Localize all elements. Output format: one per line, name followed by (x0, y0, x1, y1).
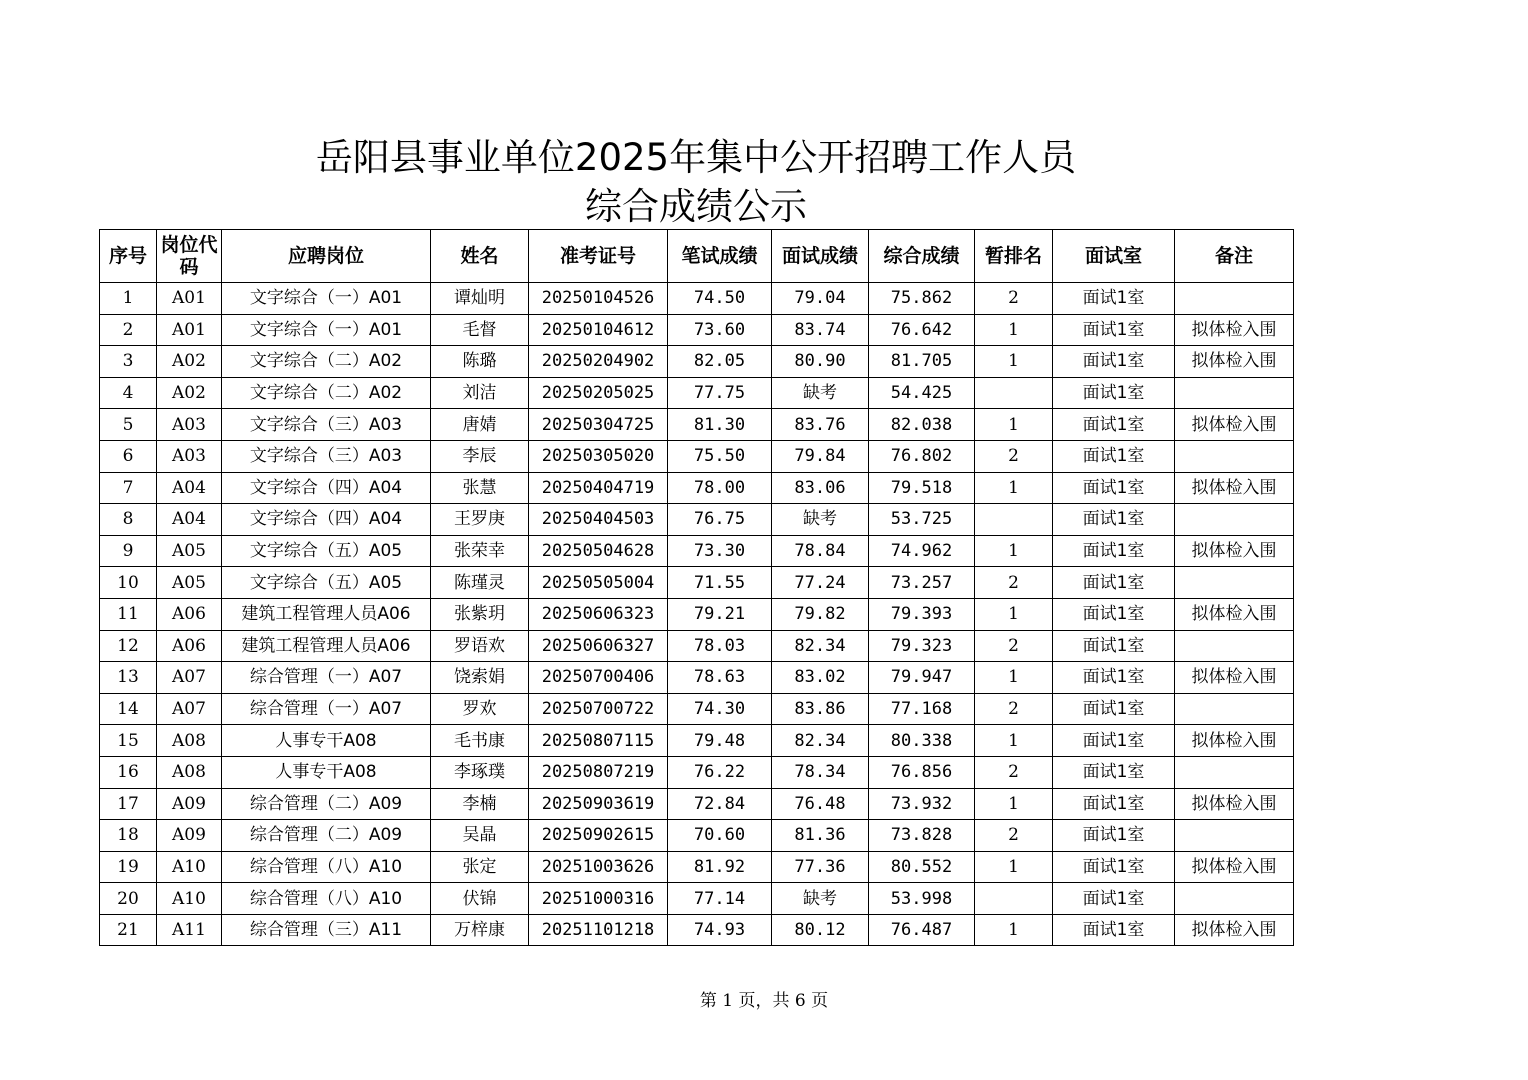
cell-remark: 拟体检入围 (1175, 914, 1294, 946)
cell-index: 4 (100, 377, 157, 409)
cell-name: 李琢璞 (431, 756, 529, 788)
cell-name: 张紫玥 (431, 598, 529, 630)
cell-room: 面试1室 (1053, 409, 1175, 441)
cell-post-code: A09 (157, 820, 222, 852)
cell-rank: 1 (975, 472, 1053, 504)
cell-name: 王罗庚 (431, 504, 529, 536)
cell-remark (1175, 630, 1294, 662)
table-row (100, 440, 1294, 472)
cell-post-code: A04 (157, 504, 222, 536)
cell-interview-score: 77.24 (772, 567, 869, 599)
cell-written-score: 79.48 (668, 725, 772, 757)
cell-remark: 拟体检入围 (1175, 535, 1294, 567)
cell-rank: 1 (975, 314, 1053, 346)
cell-room: 面试1室 (1053, 630, 1175, 662)
cell-room: 面试1室 (1053, 883, 1175, 915)
table-row (100, 283, 1294, 315)
cell-exam-id: 20250606327 (529, 630, 668, 662)
cell-rank: 1 (975, 914, 1053, 946)
cell-post-code: A08 (157, 756, 222, 788)
table-row (100, 820, 1294, 852)
cell-room: 面试1室 (1053, 314, 1175, 346)
cell-total-score: 81.705 (869, 346, 975, 378)
cell-exam-id: 20250700406 (529, 662, 668, 694)
cell-rank: 2 (975, 440, 1053, 472)
cell-exam-id: 20250404503 (529, 504, 668, 536)
cell-index: 18 (100, 820, 157, 852)
cell-exam-id: 20250807115 (529, 725, 668, 757)
cell-post-code: A07 (157, 693, 222, 725)
table-body (100, 283, 1294, 946)
cell-exam-id: 20251003626 (529, 851, 668, 883)
cell-remark (1175, 504, 1294, 536)
cell-index: 19 (100, 851, 157, 883)
cell-index: 14 (100, 693, 157, 725)
cell-post: 文字综合（一）A01 (222, 283, 431, 315)
cell-name: 饶索娟 (431, 662, 529, 694)
cell-room: 面试1室 (1053, 851, 1175, 883)
table-header-row (100, 230, 1294, 283)
cell-rank: 1 (975, 346, 1053, 378)
cell-rank: 2 (975, 693, 1053, 725)
cell-rank: 1 (975, 535, 1053, 567)
cell-post: 文字综合（五）A05 (222, 535, 431, 567)
cell-exam-id: 20250807219 (529, 756, 668, 788)
cell-room: 面试1室 (1053, 820, 1175, 852)
cell-rank: 1 (975, 851, 1053, 883)
table-row (100, 883, 1294, 915)
cell-exam-id: 20251000316 (529, 883, 668, 915)
cell-exam-id: 20250700722 (529, 693, 668, 725)
cell-post: 文字综合（五）A05 (222, 567, 431, 599)
cell-remark (1175, 377, 1294, 409)
header-index: 序号 (100, 230, 157, 283)
cell-written-score: 78.00 (668, 472, 772, 504)
cell-written-score: 71.55 (668, 567, 772, 599)
cell-index: 12 (100, 630, 157, 662)
cell-name: 罗语欢 (431, 630, 529, 662)
cell-room: 面试1室 (1053, 283, 1175, 315)
cell-post-code: A08 (157, 725, 222, 757)
cell-index: 21 (100, 914, 157, 946)
page-footer: 第 1 页，共 6 页 (699, 991, 829, 1011)
cell-post: 综合管理（二）A09 (222, 820, 431, 852)
cell-post: 文字综合（一）A01 (222, 314, 431, 346)
cell-rank: 1 (975, 725, 1053, 757)
cell-total-score: 79.947 (869, 662, 975, 694)
header-rank: 暂排名 (975, 230, 1053, 283)
cell-room: 面试1室 (1053, 756, 1175, 788)
cell-remark: 拟体检入围 (1175, 346, 1294, 378)
cell-remark: 拟体检入围 (1175, 788, 1294, 820)
cell-total-score: 76.856 (869, 756, 975, 788)
cell-index: 6 (100, 440, 157, 472)
cell-name: 毛督 (431, 314, 529, 346)
cell-exam-id: 20250304725 (529, 409, 668, 441)
cell-interview-score: 80.12 (772, 914, 869, 946)
cell-name: 伏锦 (431, 883, 529, 915)
cell-name: 刘洁 (431, 377, 529, 409)
cell-total-score: 73.828 (869, 820, 975, 852)
cell-name: 陈璐 (431, 346, 529, 378)
cell-remark: 拟体检入围 (1175, 598, 1294, 630)
cell-name: 张荣幸 (431, 535, 529, 567)
cell-interview-score: 82.34 (772, 725, 869, 757)
cell-rank: 2 (975, 283, 1053, 315)
cell-exam-id: 20250104526 (529, 283, 668, 315)
cell-rank: 1 (975, 662, 1053, 694)
cell-exam-id: 20251101218 (529, 914, 668, 946)
cell-interview-score: 缺考 (772, 377, 869, 409)
cell-total-score: 82.038 (869, 409, 975, 441)
cell-post: 文字综合（四）A04 (222, 504, 431, 536)
cell-post-code: A03 (157, 440, 222, 472)
cell-remark (1175, 567, 1294, 599)
cell-name: 李辰 (431, 440, 529, 472)
cell-room: 面试1室 (1053, 598, 1175, 630)
cell-index: 8 (100, 504, 157, 536)
cell-post: 综合管理（一）A07 (222, 662, 431, 694)
table-row (100, 409, 1294, 441)
cell-interview-score: 81.36 (772, 820, 869, 852)
cell-total-score: 80.552 (869, 851, 975, 883)
cell-written-score: 77.75 (668, 377, 772, 409)
cell-interview-score: 78.84 (772, 535, 869, 567)
cell-rank: 2 (975, 756, 1053, 788)
cell-name: 吴晶 (431, 820, 529, 852)
cell-room: 面试1室 (1053, 567, 1175, 599)
document-title-line1: 岳阳县事业单位2025年集中公开招聘工作人员 (315, 136, 1077, 179)
cell-written-score: 77.14 (668, 883, 772, 915)
cell-index: 17 (100, 788, 157, 820)
cell-index: 5 (100, 409, 157, 441)
table-row (100, 377, 1294, 409)
cell-post: 综合管理（八）A10 (222, 851, 431, 883)
cell-remark (1175, 440, 1294, 472)
cell-total-score: 74.962 (869, 535, 975, 567)
cell-post-code: A10 (157, 883, 222, 915)
cell-written-score: 70.60 (668, 820, 772, 852)
cell-exam-id: 20250205025 (529, 377, 668, 409)
cell-exam-id: 20250305020 (529, 440, 668, 472)
cell-room: 面试1室 (1053, 440, 1175, 472)
table-row (100, 504, 1294, 536)
cell-interview-score: 83.76 (772, 409, 869, 441)
cell-interview-score: 缺考 (772, 504, 869, 536)
header-post: 应聘岗位 (222, 230, 431, 283)
cell-room: 面试1室 (1053, 725, 1175, 757)
cell-room: 面试1室 (1053, 472, 1175, 504)
table-row (100, 662, 1294, 694)
cell-rank: 2 (975, 567, 1053, 599)
cell-post: 文字综合（三）A03 (222, 409, 431, 441)
cell-post-code: A09 (157, 788, 222, 820)
cell-written-score: 73.30 (668, 535, 772, 567)
cell-total-score: 79.518 (869, 472, 975, 504)
cell-exam-id: 20250204902 (529, 346, 668, 378)
cell-exam-id: 20250606323 (529, 598, 668, 630)
cell-post: 综合管理（二）A09 (222, 788, 431, 820)
cell-written-score: 74.93 (668, 914, 772, 946)
table-row (100, 598, 1294, 630)
cell-written-score: 78.63 (668, 662, 772, 694)
cell-interview-score: 77.36 (772, 851, 869, 883)
header-name: 姓名 (431, 230, 529, 283)
cell-remark (1175, 693, 1294, 725)
cell-written-score: 74.30 (668, 693, 772, 725)
header-interview-score: 面试成绩 (772, 230, 869, 283)
table-row (100, 567, 1294, 599)
cell-index: 13 (100, 662, 157, 694)
cell-name: 唐婧 (431, 409, 529, 441)
cell-room: 面试1室 (1053, 346, 1175, 378)
cell-written-score: 79.21 (668, 598, 772, 630)
cell-interview-score: 83.74 (772, 314, 869, 346)
table-row (100, 725, 1294, 757)
table-row (100, 693, 1294, 725)
cell-total-score: 53.725 (869, 504, 975, 536)
table-row (100, 630, 1294, 662)
cell-room: 面试1室 (1053, 662, 1175, 694)
document-title-line2: 综合成绩公示 (585, 185, 807, 228)
cell-post: 文字综合（四）A04 (222, 472, 431, 504)
cell-rank (975, 504, 1053, 536)
cell-post-code: A02 (157, 377, 222, 409)
header-room: 面试室 (1053, 230, 1175, 283)
cell-name: 毛书康 (431, 725, 529, 757)
cell-total-score: 79.393 (869, 598, 975, 630)
cell-rank: 1 (975, 409, 1053, 441)
table-row (100, 788, 1294, 820)
cell-name: 万梓康 (431, 914, 529, 946)
cell-room: 面试1室 (1053, 693, 1175, 725)
cell-interview-score: 80.90 (772, 346, 869, 378)
cell-exam-id: 20250504628 (529, 535, 668, 567)
cell-name: 张慧 (431, 472, 529, 504)
cell-post: 人事专干A08 (222, 725, 431, 757)
cell-post-code: A05 (157, 535, 222, 567)
table-row (100, 472, 1294, 504)
cell-post: 文字综合（二）A02 (222, 346, 431, 378)
cell-interview-score: 79.82 (772, 598, 869, 630)
cell-total-score: 79.323 (869, 630, 975, 662)
cell-exam-id: 20250903619 (529, 788, 668, 820)
table-row (100, 314, 1294, 346)
cell-post-code: A01 (157, 314, 222, 346)
cell-remark: 拟体检入围 (1175, 851, 1294, 883)
cell-interview-score: 83.86 (772, 693, 869, 725)
score-table (99, 229, 1294, 946)
cell-interview-score: 83.06 (772, 472, 869, 504)
cell-written-score: 76.75 (668, 504, 772, 536)
cell-post: 文字综合（二）A02 (222, 377, 431, 409)
cell-index: 20 (100, 883, 157, 915)
cell-remark: 拟体检入围 (1175, 409, 1294, 441)
cell-interview-score: 76.48 (772, 788, 869, 820)
cell-name: 张定 (431, 851, 529, 883)
cell-written-score: 81.30 (668, 409, 772, 441)
cell-room: 面试1室 (1053, 377, 1175, 409)
cell-interview-score: 79.04 (772, 283, 869, 315)
cell-total-score: 73.932 (869, 788, 975, 820)
cell-written-score: 81.92 (668, 851, 772, 883)
cell-remark (1175, 283, 1294, 315)
cell-post-code: A04 (157, 472, 222, 504)
cell-index: 7 (100, 472, 157, 504)
cell-room: 面试1室 (1053, 504, 1175, 536)
cell-post-code: A11 (157, 914, 222, 946)
cell-name: 李楠 (431, 788, 529, 820)
cell-exam-id: 20250104612 (529, 314, 668, 346)
cell-remark (1175, 883, 1294, 915)
cell-post: 综合管理（三）A11 (222, 914, 431, 946)
header-post-code: 岗位代码 (157, 230, 222, 283)
cell-remark (1175, 756, 1294, 788)
cell-rank (975, 377, 1053, 409)
cell-post-code: A03 (157, 409, 222, 441)
cell-remark: 拟体检入围 (1175, 472, 1294, 504)
cell-total-score: 77.168 (869, 693, 975, 725)
cell-index: 16 (100, 756, 157, 788)
cell-post-code: A10 (157, 851, 222, 883)
cell-rank (975, 883, 1053, 915)
cell-interview-score: 83.02 (772, 662, 869, 694)
cell-post-code: A06 (157, 598, 222, 630)
cell-interview-score: 82.34 (772, 630, 869, 662)
table-row (100, 535, 1294, 567)
cell-room: 面试1室 (1053, 788, 1175, 820)
cell-remark: 拟体检入围 (1175, 314, 1294, 346)
cell-total-score: 75.862 (869, 283, 975, 315)
cell-room: 面试1室 (1053, 535, 1175, 567)
cell-index: 3 (100, 346, 157, 378)
table-row (100, 914, 1294, 946)
table-row (100, 756, 1294, 788)
table-row (100, 346, 1294, 378)
cell-post-code: A02 (157, 346, 222, 378)
cell-total-score: 73.257 (869, 567, 975, 599)
cell-total-score: 54.425 (869, 377, 975, 409)
cell-post: 建筑工程管理人员A06 (222, 598, 431, 630)
cell-written-score: 82.05 (668, 346, 772, 378)
cell-written-score: 72.84 (668, 788, 772, 820)
cell-post-code: A07 (157, 662, 222, 694)
cell-post-code: A05 (157, 567, 222, 599)
cell-remark (1175, 820, 1294, 852)
cell-written-score: 76.22 (668, 756, 772, 788)
cell-index: 11 (100, 598, 157, 630)
table-row (100, 851, 1294, 883)
cell-written-score: 78.03 (668, 630, 772, 662)
header-written-score: 笔试成绩 (668, 230, 772, 283)
cell-post: 人事专干A08 (222, 756, 431, 788)
cell-rank: 1 (975, 598, 1053, 630)
cell-post-code: A01 (157, 283, 222, 315)
cell-exam-id: 20250505004 (529, 567, 668, 599)
cell-name: 陈瑾灵 (431, 567, 529, 599)
cell-post: 文字综合（三）A03 (222, 440, 431, 472)
cell-total-score: 76.642 (869, 314, 975, 346)
cell-index: 2 (100, 314, 157, 346)
cell-total-score: 80.338 (869, 725, 975, 757)
cell-index: 1 (100, 283, 157, 315)
cell-rank: 2 (975, 820, 1053, 852)
cell-total-score: 76.487 (869, 914, 975, 946)
header-remark: 备注 (1175, 230, 1294, 283)
cell-post: 综合管理（八）A10 (222, 883, 431, 915)
cell-written-score: 73.60 (668, 314, 772, 346)
cell-name: 谭灿明 (431, 283, 529, 315)
header-exam-id: 准考证号 (529, 230, 668, 283)
cell-interview-score: 缺考 (772, 883, 869, 915)
cell-interview-score: 78.34 (772, 756, 869, 788)
cell-total-score: 53.998 (869, 883, 975, 915)
cell-index: 9 (100, 535, 157, 567)
cell-remark: 拟体检入围 (1175, 725, 1294, 757)
cell-exam-id: 20250902615 (529, 820, 668, 852)
cell-rank: 2 (975, 630, 1053, 662)
cell-written-score: 74.50 (668, 283, 772, 315)
cell-post: 综合管理（一）A07 (222, 693, 431, 725)
cell-remark: 拟体检入围 (1175, 662, 1294, 694)
cell-interview-score: 79.84 (772, 440, 869, 472)
cell-index: 10 (100, 567, 157, 599)
cell-name: 罗欢 (431, 693, 529, 725)
cell-written-score: 75.50 (668, 440, 772, 472)
header-total-score: 综合成绩 (869, 230, 975, 283)
cell-rank: 1 (975, 788, 1053, 820)
cell-exam-id: 20250404719 (529, 472, 668, 504)
cell-post: 建筑工程管理人员A06 (222, 630, 431, 662)
cell-index: 15 (100, 725, 157, 757)
cell-post-code: A06 (157, 630, 222, 662)
cell-room: 面试1室 (1053, 914, 1175, 946)
cell-total-score: 76.802 (869, 440, 975, 472)
